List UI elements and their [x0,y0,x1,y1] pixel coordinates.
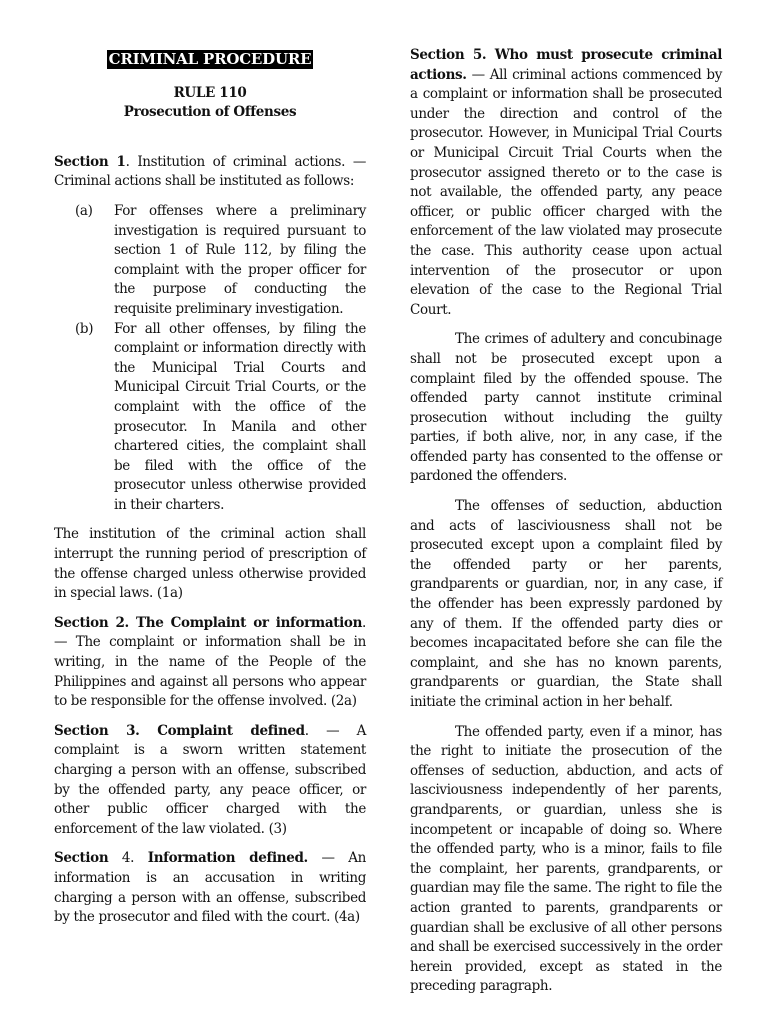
section-2-heading: Section 2. The Complaint or information [54,614,363,631]
list-item-text: For all other offenses, by filing the complaint or information directly with the Municipal Trial Courts and Municipal Circuit Trial Courts, or the complaint with the office of the prosecutor. In Manila and other chartered cities, the complaint shall be filed with the office of the prosecutor unless otherwise provided in their charters. [114,320,366,513]
section-4-separator: . [130,850,148,867]
section-4-text: — An information is an accusation in writing charging a person with an offense, subscribed by the prosecutor and filed with the court. (4a) [54,850,367,926]
section-5-paragraph [410,46,722,320]
section-5-paragraph-3: The offenses of seduction, abduction and acts of lasciviousness shall not be prosecuted except upon a complaint filed by the offended party or her parents, grandparents or guardian, nor, in any case, if the offender has been expressly pardoned by any of them. If the offended party dies or becomes incapacitated before she can file the complaint, and she has no known parents, grandparents or guardian, the State shall initiate the criminal action in her behalf. [410,498,722,710]
section-1-dot: . [125,153,130,170]
section-3-paragraph [54,722,366,840]
section-2-text: . — The complaint or information shall be in writing, in the name of the People of the Philippines and against all persons who appear to be responsible for the offense involved. (2a) [54,614,366,710]
section-3-text: . — A complaint is a sworn written statement charging a person with an offense, subscribed by the offended party, any peace officer, or other public officer charged with the enforcement of the law violated. (3) [54,722,366,837]
left-column [54,46,366,928]
section-4-heading-title: Information defined. [147,850,308,867]
section-1-text: Institution of criminal actions. — Criminal actions shall be instituted as follows: [54,153,366,190]
section-1-after-paragraph: The institution of the criminal action shall interrupt the running period of prescription of the offense charged unless otherwise provided in special laws. (1a) [54,526,366,602]
section-4-paragraph [54,849,366,927]
section-1-paragraph [54,153,366,192]
section-1-list [54,202,366,516]
list-item [54,202,366,320]
list-item-text: For offenses where a preliminary investigation is required pursuant to section 1 of Rule 112, by filing the complaint with the proper officer for the purpose of conducting the requisite preliminary investigation. [114,202,366,317]
rule-name: Prosecution of Offenses [123,104,297,121]
list-item [54,320,366,516]
section-5-paragraph-4: The offended party, even if a minor, has the right to initiate the prosecution of the offenses of seduction, abduction, and acts of lasciviousness independently of her parents, grandparents, or guardian, unless she is incompetent or incapable of doing so. Where the offended party, who is a minor, fails to file the complaint, her parents, grandparents, or guardian may file the same. The right to file the action granted to parents, grandparents or guardian shall be exclusive of all other persons and shall be exercised successively in the order herein provided, except as stated in the preceding paragraph. [410,723,722,995]
section-4-number: 4 [121,850,131,867]
list-item-label: (a) [75,202,93,219]
section-5-paragraph-2: The crimes of adultery and concubinage shall not be prosecuted except upon a complaint filed by the offended spouse. The offended party cannot institute criminal prosecution without including the guilty parties, if both alive, nor, in any case, if the offended party has consented to the offense or pardoned the offenders. [410,331,722,485]
list-item-label: (b) [75,320,94,337]
section-4-heading-word: Section [54,850,109,867]
title-wrap [54,50,366,71]
section-1-heading: Section 1 [54,153,126,170]
rule-number: RULE 110 [173,84,247,101]
section-5-text: — All criminal actions commenced by a complaint or information shall be prosecuted under the direction and control of the prosecutor. However, in Municipal Trial Courts or Municipal Circuit Trial Courts when the prosecutor assigned thereto or to the case is not available, the offended party, any peace officer, or public officer charged with the enforcement of the law violated may prosecute the case. This authority cease upon actual intervention of the prosecutor or upon elevation of the case to the Regional Trial Court. [410,66,722,318]
section-5-heading: Section 5. Who must prosecute criminal actions. [410,47,722,83]
document-title: CRIMINAL PROCEDURE [108,50,312,68]
right-column [410,46,722,997]
section-2-paragraph [54,614,366,712]
section-3-heading: Section 3. Complaint defined [54,722,305,739]
